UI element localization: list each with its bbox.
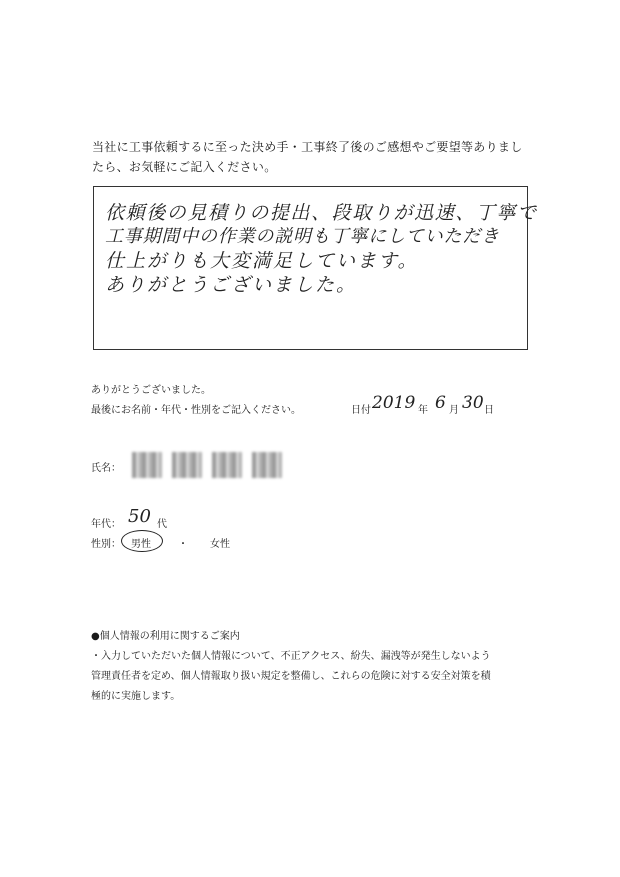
gender-option-male: 男性 bbox=[131, 539, 151, 550]
privacy-line-3: 極的に実施します。 bbox=[91, 691, 181, 702]
thanks-text: ありがとうございました。 bbox=[91, 385, 211, 396]
date-month: 6 bbox=[435, 393, 446, 413]
date-label: 日付 bbox=[351, 405, 371, 416]
privacy-line-2: 管理責任者を定め、個人情報取り扱い規定を整備し、これらの危険に対する安全対策を積 bbox=[91, 671, 491, 682]
date-day-unit: 日 bbox=[484, 405, 494, 416]
date-year: 2019 bbox=[372, 393, 416, 413]
gender-separator: ・ bbox=[178, 539, 188, 550]
gender-option-female: 女性 bbox=[210, 539, 230, 550]
question-line-2: たら、お気軽にご記入ください。 bbox=[92, 160, 277, 174]
redacted-name-char bbox=[252, 452, 282, 478]
answer-line-4: ありがとうございました。 bbox=[105, 274, 358, 296]
privacy-line-1: ・入力していただいた個人情報について、不正アクセス、紛失、漏洩等が発生しないよう bbox=[91, 651, 491, 662]
answer-line-2: 工事期間中の作業の説明も丁寧にしていただき bbox=[105, 226, 500, 247]
age-label: 年代： bbox=[91, 519, 121, 530]
redacted-name-char bbox=[172, 452, 202, 478]
age-unit: 代 bbox=[157, 519, 167, 530]
answer-line-3: 仕上がりも大変満足しています。 bbox=[105, 250, 419, 272]
age-value: 50 bbox=[128, 506, 151, 527]
date-day: 30 bbox=[462, 393, 484, 413]
answer-line-1: 依頼後の見積りの提出、段取りが迅速、丁寧で bbox=[105, 202, 538, 224]
date-year-unit: 年 bbox=[418, 405, 428, 416]
redacted-name-char bbox=[132, 452, 162, 478]
instruction-text: 最後にお名前・年代・性別をご記入ください。 bbox=[91, 405, 301, 416]
gender-label: 性別： bbox=[91, 539, 121, 550]
redacted-name-char bbox=[212, 452, 242, 478]
privacy-heading: ●個人情報の利用に関するご案内 bbox=[91, 631, 240, 642]
name-label: 氏名： bbox=[91, 463, 121, 474]
question-line-1: 当社に工事依頼するに至った決め手・工事終了後のご感想やご要望等ありまし bbox=[92, 140, 523, 154]
date-month-unit: 月 bbox=[449, 405, 459, 416]
